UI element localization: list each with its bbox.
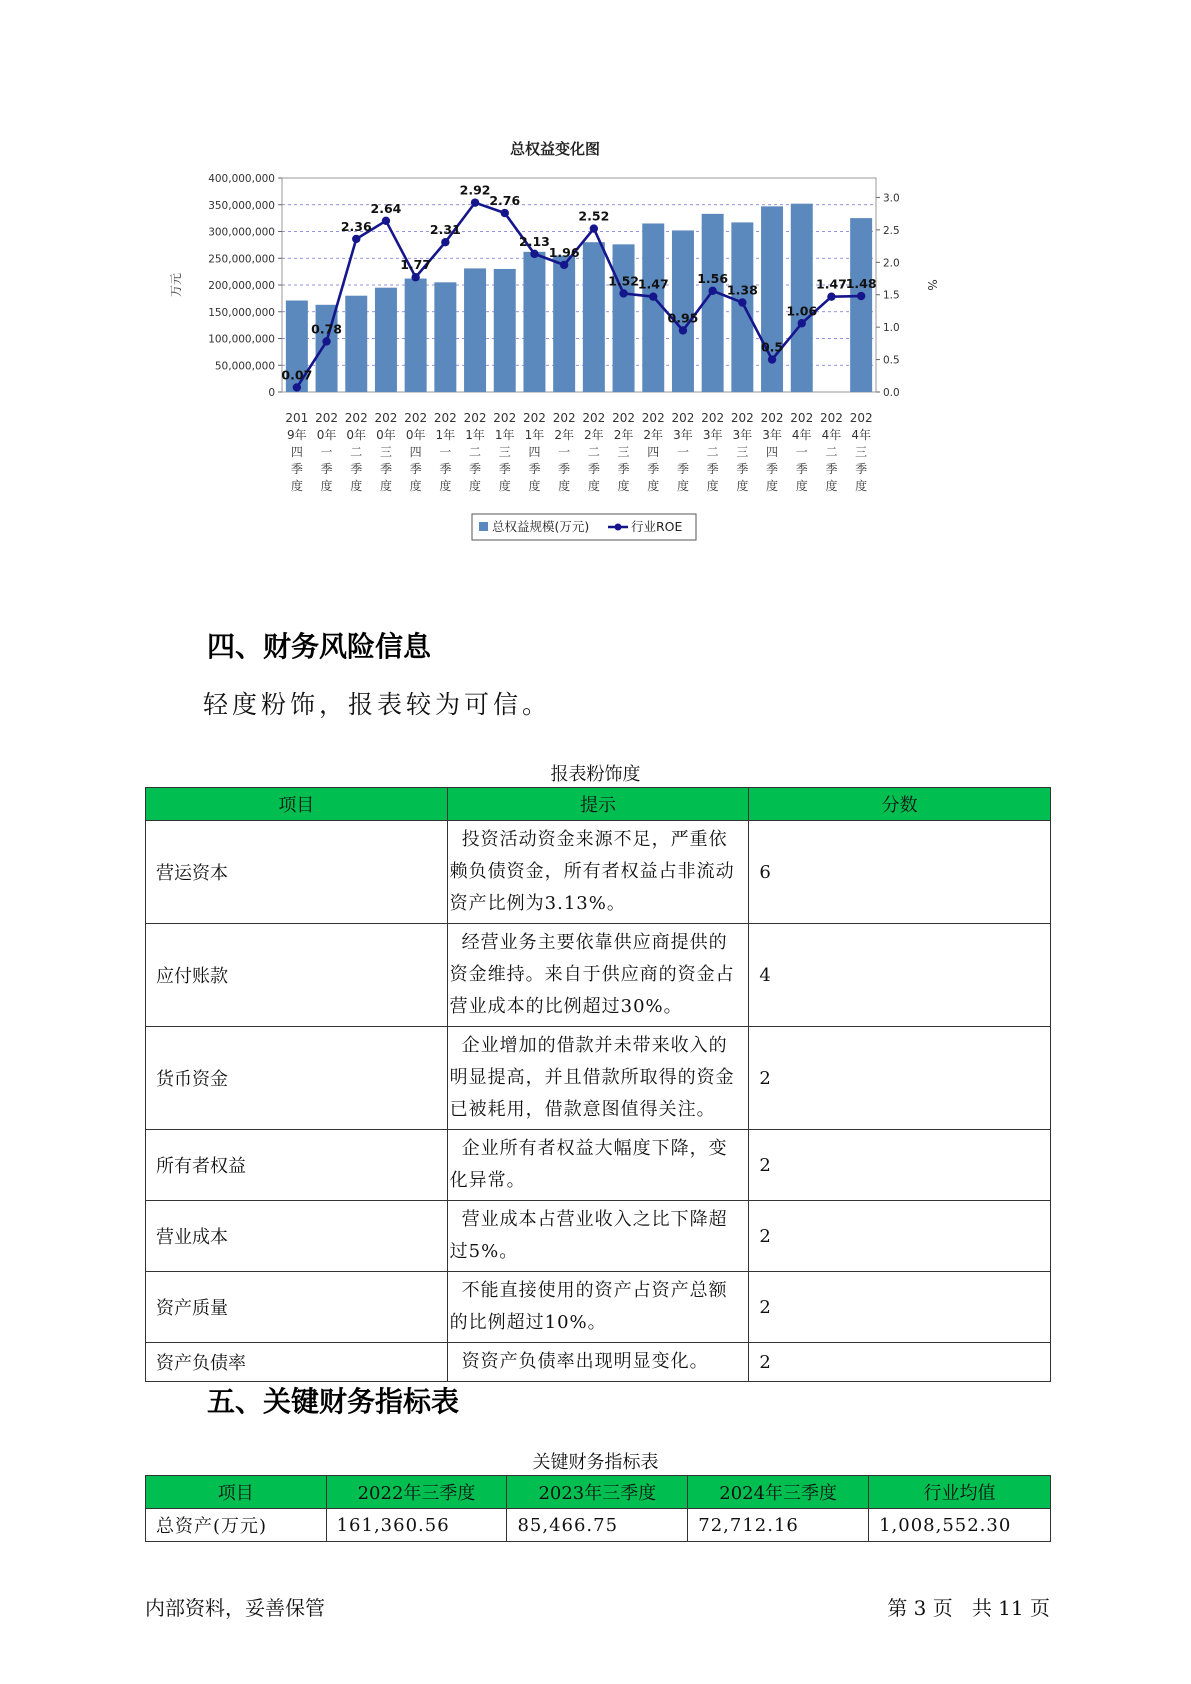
x-tick-label: 度	[706, 479, 719, 493]
chart-title: 总权益变化图	[509, 140, 601, 158]
x-tick-label: 0年	[405, 428, 426, 442]
x-tick-label: 202	[344, 411, 368, 425]
table-row	[146, 1509, 1051, 1542]
kpi-value-2024q3: 72,712.16	[688, 1509, 869, 1542]
x-tick-label: 季	[409, 462, 422, 476]
roe-point	[352, 235, 360, 243]
risk-score: 2	[749, 1272, 1051, 1343]
legend-line-label: 行业ROE	[631, 519, 683, 534]
roe-data-label: 0.78	[311, 321, 342, 337]
roe-data-label: 0.5	[760, 339, 784, 355]
roe-point	[560, 261, 568, 269]
legend-line-marker	[615, 524, 622, 531]
equity-bar	[523, 252, 545, 392]
table-row	[146, 1343, 1051, 1382]
risk-header-tip: 提示	[447, 788, 749, 821]
x-tick-label: 季	[379, 462, 392, 476]
x-tick-label: 一	[439, 445, 452, 459]
x-tick-label: 1年	[494, 428, 515, 442]
x-tick-label: 202	[404, 411, 428, 425]
x-tick-label: 201	[285, 411, 309, 425]
x-tick-label: 季	[766, 462, 779, 476]
risk-item: 应付账款	[146, 924, 448, 1027]
x-tick-label: 四	[290, 445, 303, 459]
kpi-value-2023q3: 85,466.75	[507, 1509, 688, 1542]
y-tick-label: 250,000,000	[208, 253, 275, 266]
y-axis-label: 万元	[169, 272, 183, 298]
equity-bar	[375, 288, 397, 392]
roe-data-label: 1.96	[548, 244, 580, 260]
x-tick-label: 季	[439, 462, 452, 476]
roe-point	[649, 292, 657, 300]
x-tick-label: 4年	[821, 428, 842, 442]
y-tick-label: 400,000,000	[208, 173, 275, 185]
risk-score: 2	[749, 1130, 1051, 1201]
risk-score: 2	[749, 1201, 1051, 1272]
risk-tip: 营业成本占营业收入之比下降超过5%。	[447, 1201, 749, 1272]
y2-tick-label: 1.5	[883, 289, 900, 302]
x-tick-label: 度	[587, 479, 600, 493]
x-tick-label: 季	[587, 462, 600, 476]
kpi-header-2022q3: 2022年三季度	[326, 1476, 507, 1509]
kpi-item: 总资产(万元)	[146, 1509, 327, 1542]
x-tick-label: 二	[825, 445, 838, 459]
x-tick-label: 度	[528, 479, 541, 493]
risk-item: 所有者权益	[146, 1130, 448, 1201]
x-tick-label: 度	[825, 479, 838, 493]
roe-data-label: 2.31	[429, 222, 461, 238]
roe-data-label: 0.95	[667, 310, 699, 326]
x-tick-label: 一	[320, 445, 333, 459]
x-tick-label: 202	[582, 411, 606, 425]
footer-page-number: 第 3 页 共 11 页	[887, 1596, 1050, 1620]
x-tick-label: 3年	[702, 428, 723, 442]
y2-tick-label: 1.0	[883, 322, 900, 335]
section5-heading: 五、关键财务指标表	[207, 1385, 460, 1418]
x-tick-label: 0年	[316, 428, 337, 442]
risk-header-item: 项目	[146, 788, 448, 821]
x-tick-label: 202	[493, 411, 517, 425]
x-tick-label: 一	[558, 445, 571, 459]
x-tick-label: 202	[374, 411, 398, 425]
roe-point	[679, 326, 687, 334]
y2-tick-label: 2.0	[883, 257, 900, 270]
x-tick-label: 三	[498, 445, 511, 459]
equity-bar	[464, 268, 486, 392]
risk-item: 营业成本	[146, 1201, 448, 1272]
x-tick-label: 四	[409, 445, 422, 459]
x-tick-label: 季	[469, 462, 482, 476]
roe-point	[501, 209, 509, 217]
x-tick-label: 3年	[673, 428, 693, 442]
x-tick-label: 202	[760, 411, 784, 425]
y-tick-label: 150,000,000	[208, 306, 275, 319]
roe-point	[382, 217, 390, 225]
table-row	[146, 1027, 1051, 1130]
risk-tip: 不能直接使用的资产占资产总额的比例超过10%。	[447, 1272, 749, 1343]
footer-confidential: 内部资料，妥善保管	[145, 1596, 325, 1620]
roe-data-label: 2.52	[578, 208, 610, 224]
roe-point	[590, 224, 598, 232]
x-tick-label: 季	[350, 462, 363, 476]
roe-data-label: 2.92	[459, 182, 491, 198]
risk-score: 6	[749, 821, 1051, 924]
roe-data-label: 1.38	[726, 282, 758, 298]
x-tick-label: 二	[469, 445, 482, 459]
x-tick-label: 2年	[613, 428, 634, 442]
equity-bar	[494, 269, 516, 392]
x-tick-label: 季	[706, 462, 719, 476]
x-tick-label: 度	[766, 479, 779, 493]
x-tick-label: 度	[320, 479, 333, 493]
risk-score: 2	[749, 1343, 1051, 1382]
risk-score: 2	[749, 1027, 1051, 1130]
equity-bar	[583, 242, 605, 392]
x-tick-label: 202	[849, 411, 873, 425]
kpi-header-industry-avg: 行业均值	[869, 1476, 1051, 1509]
kpi-table	[145, 1475, 1051, 1542]
x-tick-label: 2年	[554, 428, 574, 442]
x-tick-label: 3年	[762, 428, 782, 442]
x-tick-label: 度	[290, 479, 303, 493]
roe-data-label: 2.76	[489, 193, 521, 209]
x-tick-label: 度	[498, 479, 511, 493]
risk-item: 资产质量	[146, 1272, 448, 1343]
y2-tick-label: 2.5	[883, 224, 900, 237]
x-tick-label: 季	[528, 462, 541, 476]
x-tick-label: 202	[315, 411, 339, 425]
table-row	[146, 1201, 1051, 1272]
risk-item: 货币资金	[146, 1027, 448, 1130]
equity-bar	[345, 296, 367, 392]
roe-data-label: 1.52	[608, 273, 639, 289]
roe-data-label: 1.56	[697, 270, 729, 286]
roe-point	[322, 337, 330, 345]
legend-bar-label: 总权益规模(万元)	[492, 519, 590, 534]
x-tick-label: 202	[612, 411, 636, 425]
table-row	[146, 924, 1051, 1027]
x-tick-label: 度	[855, 479, 868, 493]
x-tick-label: 度	[736, 479, 749, 493]
x-tick-label: 一	[795, 445, 808, 459]
x-tick-label: 二	[587, 445, 600, 459]
roe-data-label: 2.13	[519, 233, 550, 249]
roe-data-label: 1.48	[845, 276, 877, 292]
roe-point	[411, 273, 419, 281]
section4-summary: 轻度粉饰，报表较为可信。	[203, 690, 552, 719]
x-tick-label: 202	[641, 411, 665, 425]
risk-item: 营运资本	[146, 821, 448, 924]
equity-bar	[642, 223, 664, 392]
kpi-table-header	[146, 1476, 1051, 1509]
x-tick-label: 季	[617, 462, 630, 476]
roe-point	[471, 198, 479, 206]
x-tick-label: 度	[617, 479, 630, 493]
roe-point	[738, 298, 746, 306]
roe-point	[293, 383, 301, 391]
x-tick-label: 二	[350, 445, 363, 459]
x-tick-label: 202	[790, 411, 814, 425]
x-tick-label: 度	[676, 479, 689, 493]
x-tick-label: 度	[350, 479, 363, 493]
roe-point	[798, 319, 806, 327]
x-tick-label: 三	[855, 445, 868, 459]
x-tick-label: 季	[825, 462, 838, 476]
x-tick-label: 季	[558, 462, 571, 476]
x-tick-label: 1年	[435, 428, 456, 442]
x-tick-label: 2年	[643, 428, 664, 442]
risk-table	[145, 787, 1051, 1382]
x-tick-label: 1年	[524, 428, 545, 442]
roe-data-label: 2.36	[340, 218, 372, 234]
roe-point	[827, 292, 835, 300]
roe-data-label: 1.06	[786, 303, 818, 319]
equity-bar	[791, 204, 813, 392]
roe-data-label: 0.07	[281, 367, 313, 383]
x-tick-label: 度	[558, 479, 571, 493]
kpi-header-2023q3: 2023年三季度	[507, 1476, 688, 1509]
y2-tick-label: 3.0	[883, 192, 900, 205]
x-tick-label: 四	[528, 445, 541, 459]
table-row	[146, 1272, 1051, 1343]
equity-bar	[434, 282, 456, 392]
x-tick-label: 9年	[287, 428, 307, 442]
x-tick-label: 度	[409, 479, 422, 493]
x-tick-label: 202	[463, 411, 487, 425]
x-tick-label: 季	[855, 462, 868, 476]
risk-item: 资产负债率	[146, 1343, 448, 1382]
roe-point	[857, 292, 865, 300]
x-tick-label: 三	[736, 445, 749, 459]
risk-tip: 企业所有者权益大幅度下降，变化异常。	[447, 1130, 749, 1201]
x-tick-label: 度	[439, 479, 452, 493]
equity-bar	[850, 218, 872, 392]
risk-tip: 企业增加的借款并未带来收入的明显提高，并且借款所取得的资金已被耗用，借款意图值得关注。	[447, 1027, 749, 1130]
y-tick-label: 100,000,000	[208, 333, 275, 346]
x-tick-label: 度	[647, 479, 660, 493]
x-tick-label: 202	[671, 411, 695, 425]
y-tick-label: 350,000,000	[208, 199, 275, 212]
x-tick-label: 1年	[465, 428, 485, 442]
equity-bar	[761, 206, 783, 392]
roe-data-label: 1.77	[400, 257, 432, 273]
legend-bar-swatch	[479, 522, 488, 531]
x-tick-label: 季	[320, 462, 333, 476]
x-tick-label: 四	[766, 445, 779, 459]
x-tick-label: 季	[676, 462, 689, 476]
kpi-header-item: 项目	[146, 1476, 327, 1509]
kpi-value-2022q3: 161,360.56	[326, 1509, 507, 1542]
x-tick-label: 202	[701, 411, 725, 425]
x-tick-label: 度	[469, 479, 482, 493]
x-tick-label: 四	[647, 445, 660, 459]
x-tick-label: 202	[819, 411, 843, 425]
x-tick-label: 季	[795, 462, 808, 476]
x-tick-label: 202	[433, 411, 457, 425]
kpi-header-2024q3: 2024年三季度	[688, 1476, 869, 1509]
y2-axis-label: %	[925, 279, 939, 291]
section4-heading: 四、财务风险信息	[207, 630, 432, 663]
x-tick-label: 二	[706, 445, 719, 459]
x-tick-label: 度	[379, 479, 392, 493]
table-row	[146, 821, 1051, 924]
risk-score: 4	[749, 924, 1051, 1027]
x-tick-label: 4年	[851, 428, 871, 442]
equity-change-chart	[150, 140, 1050, 600]
roe-data-label: 1.47	[816, 276, 847, 292]
risk-tip: 经营业务主要依靠供应商提供的资金维持。来自于供应商的资金占营业成本的比例超过30%。	[447, 924, 749, 1027]
x-tick-label: 202	[730, 411, 754, 425]
risk-tip: 资资产负债率出现明显变化。	[447, 1343, 749, 1382]
kpi-table-caption: 关键财务指标表	[532, 1452, 659, 1473]
equity-bar	[553, 256, 575, 392]
roe-point	[619, 289, 627, 297]
y-tick-label: 300,000,000	[208, 226, 275, 239]
roe-point	[441, 238, 449, 246]
risk-table-header	[146, 788, 1051, 821]
roe-point	[708, 287, 716, 295]
table-row	[146, 1130, 1051, 1201]
y2-tick-label: 0.0	[883, 387, 900, 399]
x-tick-label: 3年	[732, 428, 753, 442]
x-tick-label: 2年	[584, 428, 604, 442]
risk-header-score: 分数	[749, 788, 1051, 821]
x-tick-label: 一	[676, 445, 689, 459]
x-tick-label: 0年	[346, 428, 367, 442]
roe-point	[530, 250, 538, 258]
x-tick-label: 202	[552, 411, 576, 425]
y-tick-label: 0	[268, 387, 275, 399]
x-tick-label: 三	[617, 445, 630, 459]
x-tick-label: 三	[379, 445, 392, 459]
kpi-value-industry-avg: 1,008,552.30	[869, 1509, 1051, 1542]
equity-bar	[405, 279, 427, 392]
y2-tick-label: 0.5	[883, 354, 900, 367]
x-tick-label: 0年	[376, 428, 396, 442]
y-tick-label: 50,000,000	[214, 360, 275, 373]
risk-tip: 投资活动资金来源不足，严重依赖负债资金，所有者权益占非流动资产比例为3.13%。	[447, 821, 749, 924]
y-tick-label: 200,000,000	[208, 280, 275, 292]
risk-table-caption: 报表粉饰度	[550, 764, 641, 785]
roe-data-label: 1.47	[637, 276, 669, 292]
x-tick-label: 202	[522, 411, 546, 425]
x-tick-label: 季	[647, 462, 660, 476]
x-tick-label: 季	[498, 462, 511, 476]
x-tick-label: 季	[290, 462, 303, 476]
x-tick-label: 季	[736, 462, 749, 476]
roe-data-label: 2.64	[370, 200, 402, 216]
equity-bar	[613, 244, 635, 392]
x-tick-label: 度	[795, 479, 808, 493]
equity-bar	[731, 222, 753, 392]
x-tick-label: 4年	[791, 428, 812, 442]
roe-point	[768, 355, 776, 363]
